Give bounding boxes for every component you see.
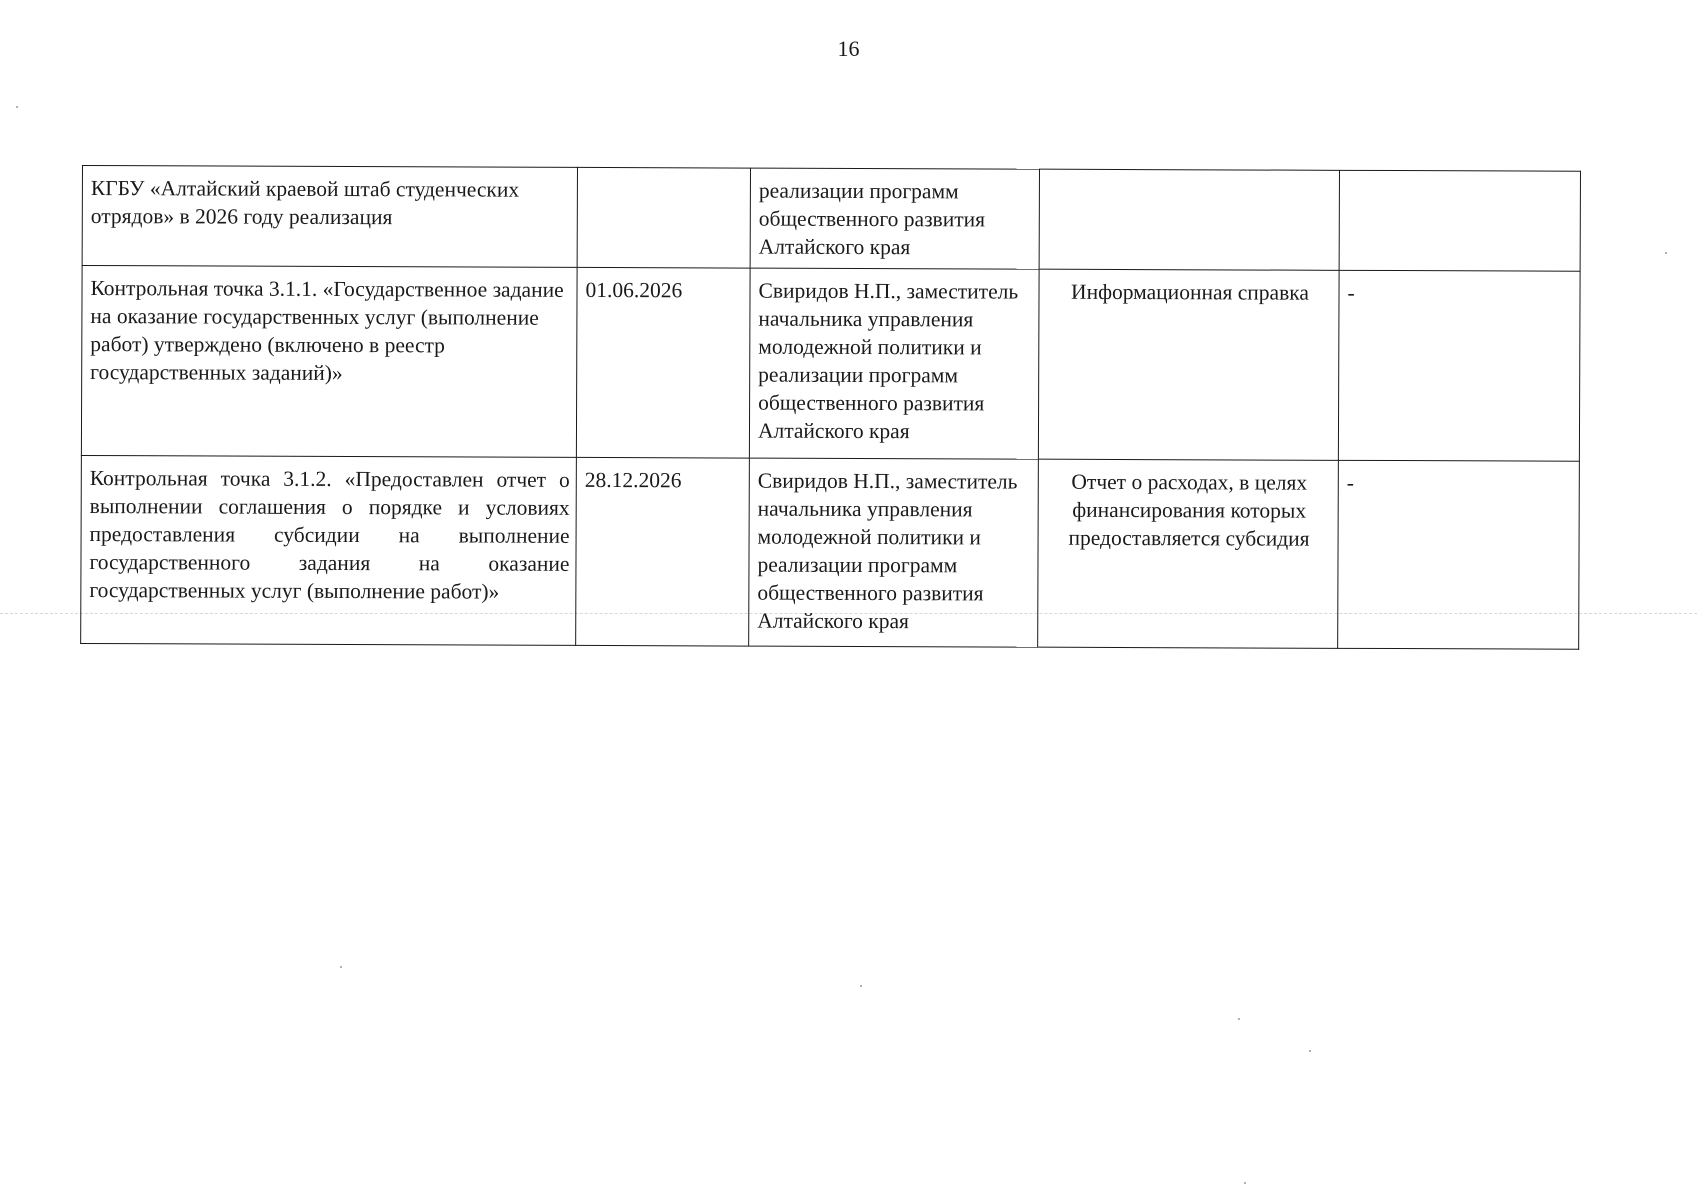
table-row bbox=[82, 166, 1580, 272]
scan-speck bbox=[860, 985, 862, 987]
scan-speck bbox=[1244, 1182, 1246, 1184]
table-row bbox=[81, 455, 1580, 649]
document-cell: Отчет о расходах, в целях финансирования которых предоставляется субсидия bbox=[1038, 459, 1339, 648]
task-cell: КГБУ «Алтайский краевой штаб студенческих отрядов» в 2026 году реализация bbox=[82, 166, 577, 268]
scan-speck bbox=[1665, 252, 1667, 254]
control-points-table bbox=[80, 165, 1581, 650]
task-cell: Контрольная точка 3.1.1. «Государственное задание на оказание государственных услуг (выполнение работ) утверждено (включено в реестр государственных заданий)» bbox=[81, 266, 577, 458]
responsible-cell: Свиридов Н.П., заместитель начальника управления молодежной политики и реализации программ общественного развития Алтайского края bbox=[749, 268, 1039, 459]
responsible-cell: реализации программ общественного развития Алтайского края bbox=[750, 168, 1039, 269]
task-cell: Контрольная точка 3.1.2. «Предоставлен отчет о выполнении соглашения о порядке и условиях предоставления субсидии на выполнение государственного задания на оказание государственных услуг (выполнение работ)» bbox=[81, 455, 577, 645]
info-cell: - bbox=[1338, 270, 1580, 461]
scan-speck bbox=[16, 106, 18, 108]
info-cell bbox=[1339, 170, 1580, 271]
responsible-cell: Свиридов Н.П., заместитель начальника управления молодежной политики и реализации программ общественного развития Алтайского края bbox=[749, 458, 1039, 647]
scan-speck bbox=[1309, 1050, 1311, 1052]
scan-speck bbox=[340, 966, 342, 968]
info-cell: - bbox=[1338, 460, 1580, 649]
date-cell bbox=[577, 167, 750, 268]
table-row bbox=[81, 266, 1580, 462]
page-number: 16 bbox=[837, 36, 860, 61]
date-cell: 01.06.2026 bbox=[576, 267, 750, 458]
document-cell: Информационная справка bbox=[1038, 269, 1339, 460]
document-cell bbox=[1039, 169, 1339, 270]
scan-speck bbox=[1238, 1018, 1240, 1020]
date-cell: 28.12.2026 bbox=[576, 457, 750, 646]
